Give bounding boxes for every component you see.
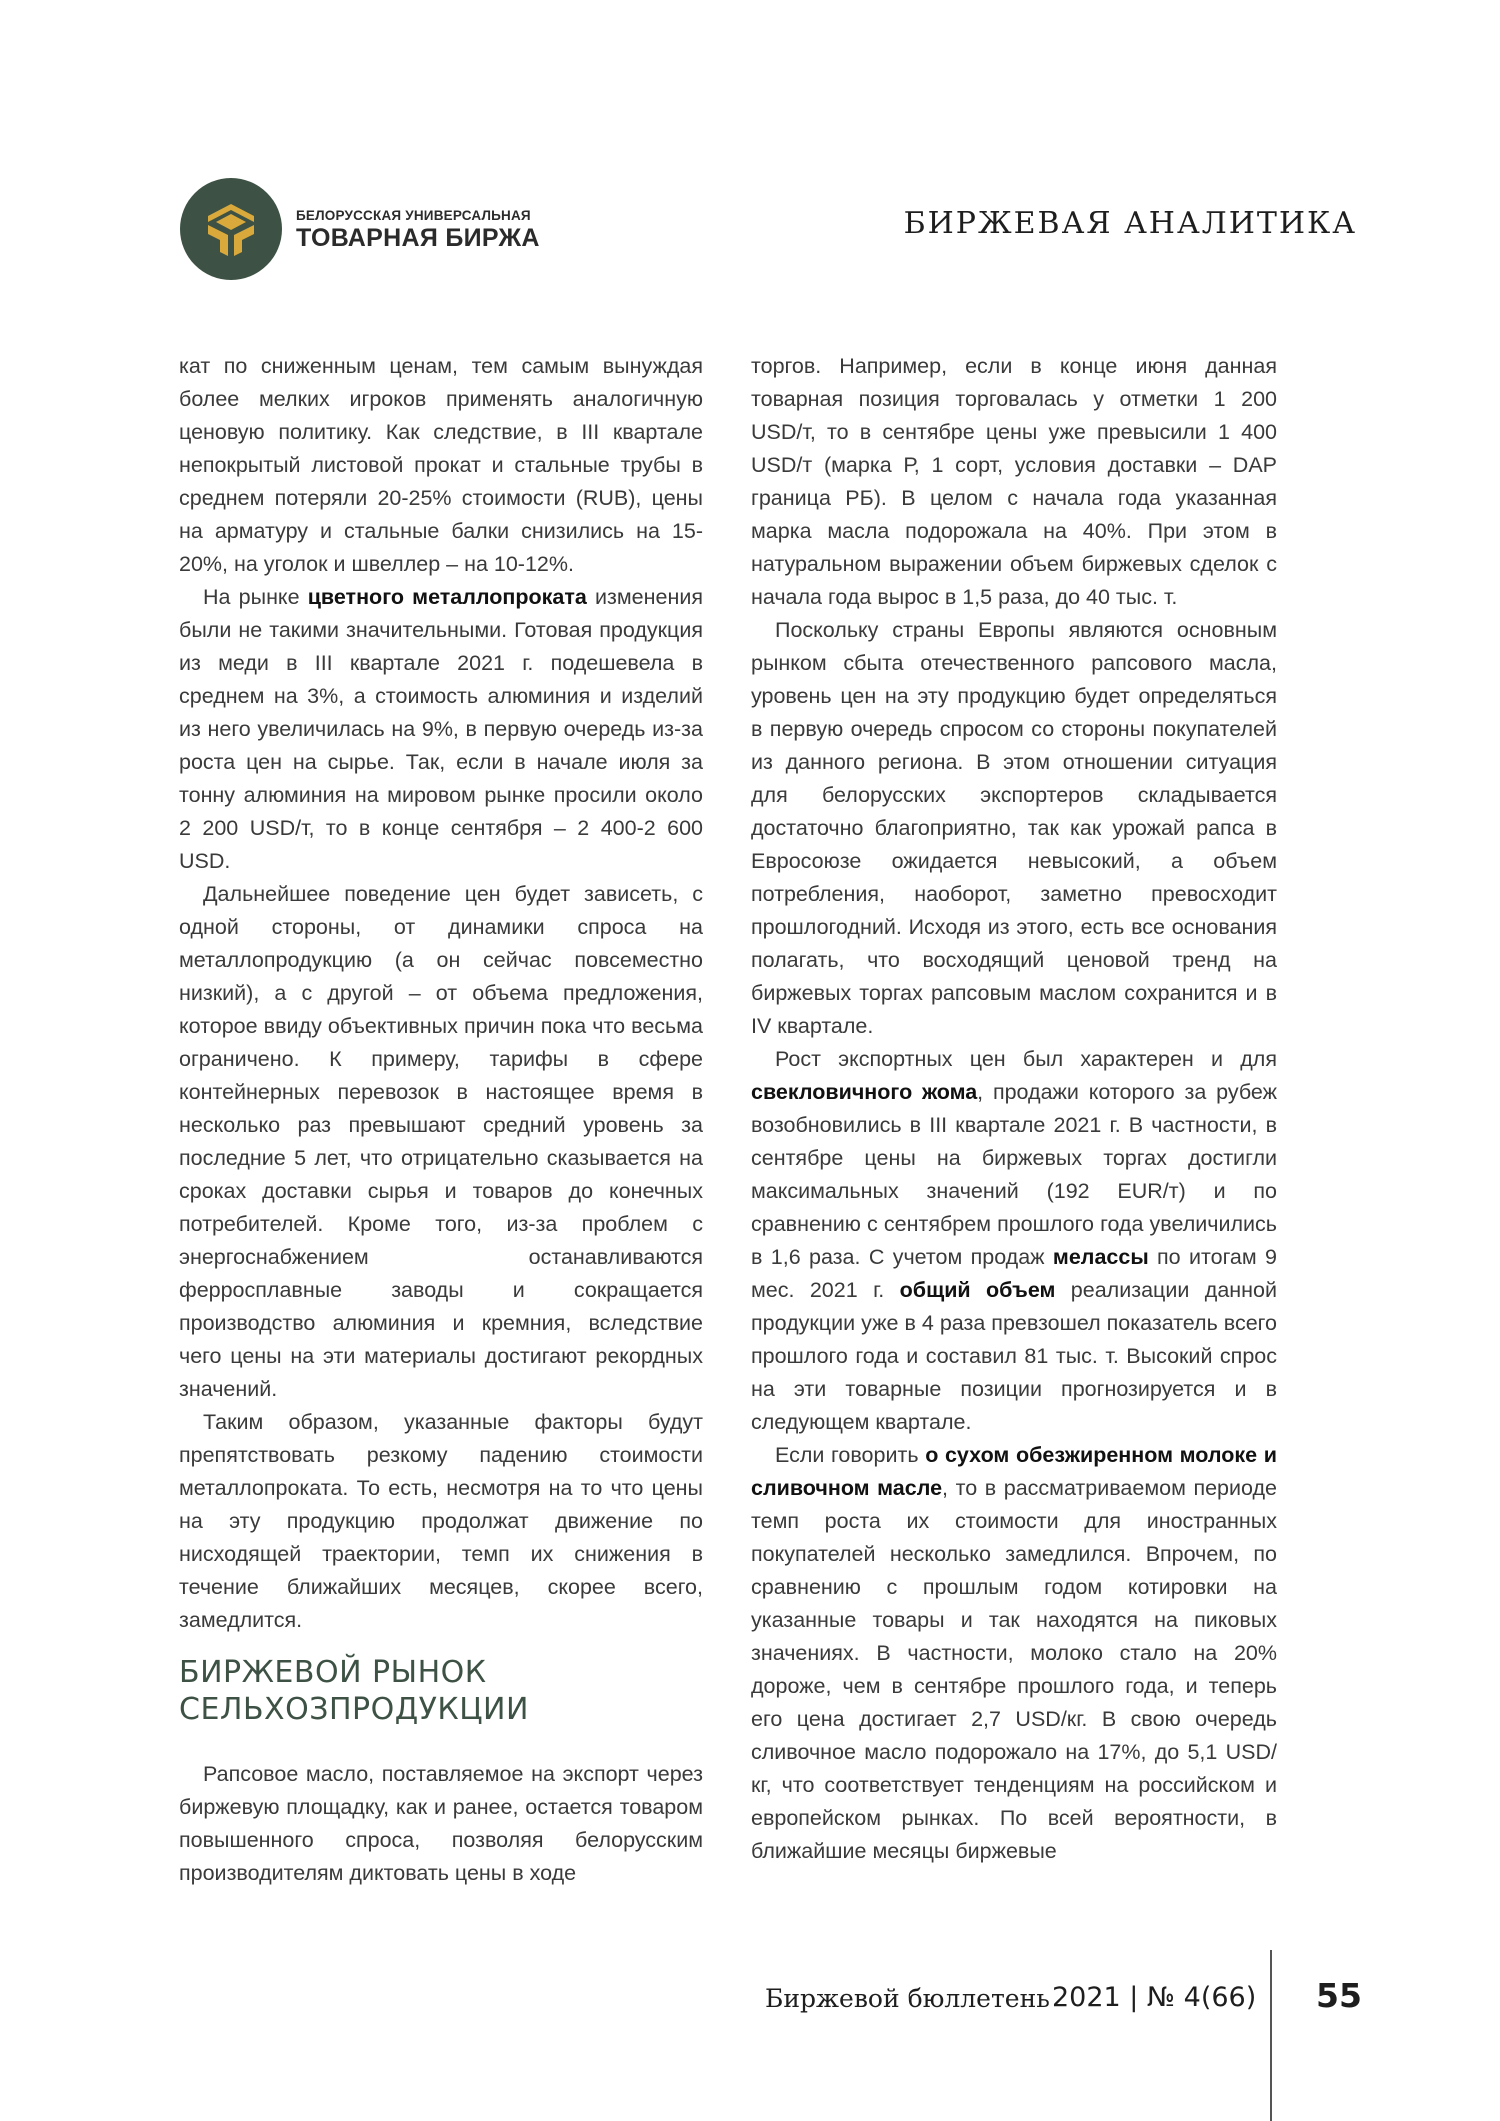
paragraph-left-2: На рынке цветного металлопроката изменения были не такими значительными. Готовая продукция из меди в III квартале 2021 г. подешевела в среднем на 3%, а стоимость алюминия и изделий из него увеличилась на 9%, в первую очередь из-за роста цен на сырье. Так, если в начале июля за тонну алюминия на мировом рынке просили около 2 200 USD/т, то в конце сентября – 2 400-2 600 USD. [179, 585, 703, 873]
bold-term-beet-pulp: свекловичного жома [751, 1080, 978, 1104]
footer-divider [1270, 1950, 1272, 2121]
section-heading-line2: СЕЛЬХОЗПРОДУКЦИИ [179, 1692, 529, 1727]
left-column-lower [179, 1758, 703, 1890]
paragraph-right-2: Поскольку страны Европы являются основным рынком сбыта отечественного рапсового масла, уровень цен на эту продукцию будет определяться в первую очередь спросом со стороны покупателей из данного региона. В этом отношении ситуация для белорусских экспортеров складывается достаточно благоприятно, так как урожай рапса в Евросоюзе ожидается невысокий, а объем потребления, наоборот, заметно превосходит прошлогодний. Исходя из этого, есть все основания полагать, что восходящий ценовой тренд на биржевых торгах рапсовым маслом сохранится и в IV квартале. [751, 618, 1277, 1038]
bold-term-molasses: мелассы [1052, 1245, 1149, 1269]
issue-number: 2021 | № 4(66) [1052, 1982, 1257, 2013]
bold-term-total-volume: общий объем [899, 1278, 1056, 1302]
cube-logo-icon [180, 178, 282, 280]
paragraph-right-4: Если говорить о сухом обезжиренном молоке и сливочном масле, то в рассматриваемом периоде темп роста их стоимости для иностранных покупателей несколько замедлился. Впрочем, по сравнению с прошлым годом котировки на указанные товары и так находятся на пиковых значениях. В частности, молоко стало на 20% дороже, чем в сентябре прошлого года, и теперь его цена достигает 2,7 USD/кг. В свою очередь сливочное масло подорожало на 17%, до 5,1 USD/кг, что соответствует тенденциям на российском и европейском рынках. По всей вероятности, в ближайшие месяцы биржевые [751, 1443, 1277, 1863]
exchange-name-line1: БЕЛОРУССКАЯ УНИВЕРСАЛЬНАЯ [296, 208, 531, 223]
publication-name: Биржевой бюллетень [765, 1984, 1050, 2013]
paragraph-left-3: Дальнейшее поведение цен будет зависеть, с одной стороны, от динамики спроса на металлопродукцию (а он сейчас повсеместно низкий), а с другой – от объема предложения, которое ввиду объективных причин пока что весьма ограничено. К примеру, тарифы в сфере контейнерных перевозок в настоящее время в несколько раз превышают средний уровень за последние 5 лет, что отрицательно сказывается на сроках доставки сырья и товаров до конечных потребителей. Кроме того, из-за проблем с энергоснабжением останавливаются ферросплавные заводы и сокращается производство алюминия и кремния, вследствие чего цены на эти материалы достигают рекордных значений. [179, 882, 703, 1401]
page-number: 55 [1316, 1976, 1362, 2015]
section-title: БИРЖЕВАЯ АНАЛИТИКА [903, 206, 1357, 241]
exchange-name [296, 208, 540, 252]
paragraph-left-5: Рапсовое масло, поставляемое на экспорт через биржевую площадку, как и ранее, остается товаром повышенного спроса, позволяя белорусским производителям диктовать цены в ходе [179, 1762, 703, 1885]
section-heading-agri [179, 1654, 529, 1728]
bold-term-milk-butter: о сухом обезжиренном молоке и сливочном масле [751, 1443, 1277, 1500]
paragraph-left-1: кат по сниженным ценам, тем самым вынуждая более мелких игроков применять аналогичную ценовую политику. Как следствие, в III квартале непокрытый листовой прокат и стальные трубы в среднем потеряли 20-25% стоимости (RUB), цены на арматуру и стальные балки снизились на 15-20%, на уголок и швеллер – на 10-12%. [179, 354, 703, 576]
exchange-name-line2: ТОВАРНАЯ БИРЖА [296, 224, 540, 252]
paragraph-right-1: торгов. Например, если в конце июня данная товарная позиция торговалась у отметки 1 200 USD/т, то в сентябре цены уже превысили 1 400 USD/т (марка Р, 1 сорт, условия доставки – DAP граница РБ). В целом с начала года указанная марка масла подорожала на 40%. При этом в натуральном выражении объем биржевых сделок с начала года вырос в 1,5 раза, до 40 тыс. т. [751, 354, 1277, 609]
bold-term-nonferrous: цветного металлопроката [307, 585, 587, 609]
paragraph-right-3: Рост экспортных цен был характерен и для свекловичного жома, продажи которого за рубеж возобновились в III квартале 2021 г. В частности, в сентябре цены на биржевых торгах достигли максимальных значений (192 EUR/т) и по сравнению с сентябрем прошлого года увеличились в 1,6 раза. С учетом продаж мелассы по итогам 9 мес. 2021 г. общий объем реализации данной продукции уже в 4 раза превзошел показатель всего прошлого года и составил 81 тыс. т. Высокий спрос на эти товарные позиции прогнозируется и в следующем квартале. [751, 1047, 1277, 1434]
exchange-logo [180, 178, 282, 280]
left-column [179, 350, 703, 1637]
section-heading-line1: БИРЖЕВОЙ РЫНОК [179, 1655, 487, 1690]
right-column [751, 350, 1277, 1868]
paragraph-left-4: Таким образом, указанные факторы будут препятствовать резкому падению стоимости металлопроката. То есть, несмотря на то что цены на эту продукцию продолжат движение по нисходящей траектории, темп их снижения в течение ближайших месяцев, скорее всего, замедлится. [179, 1410, 703, 1632]
